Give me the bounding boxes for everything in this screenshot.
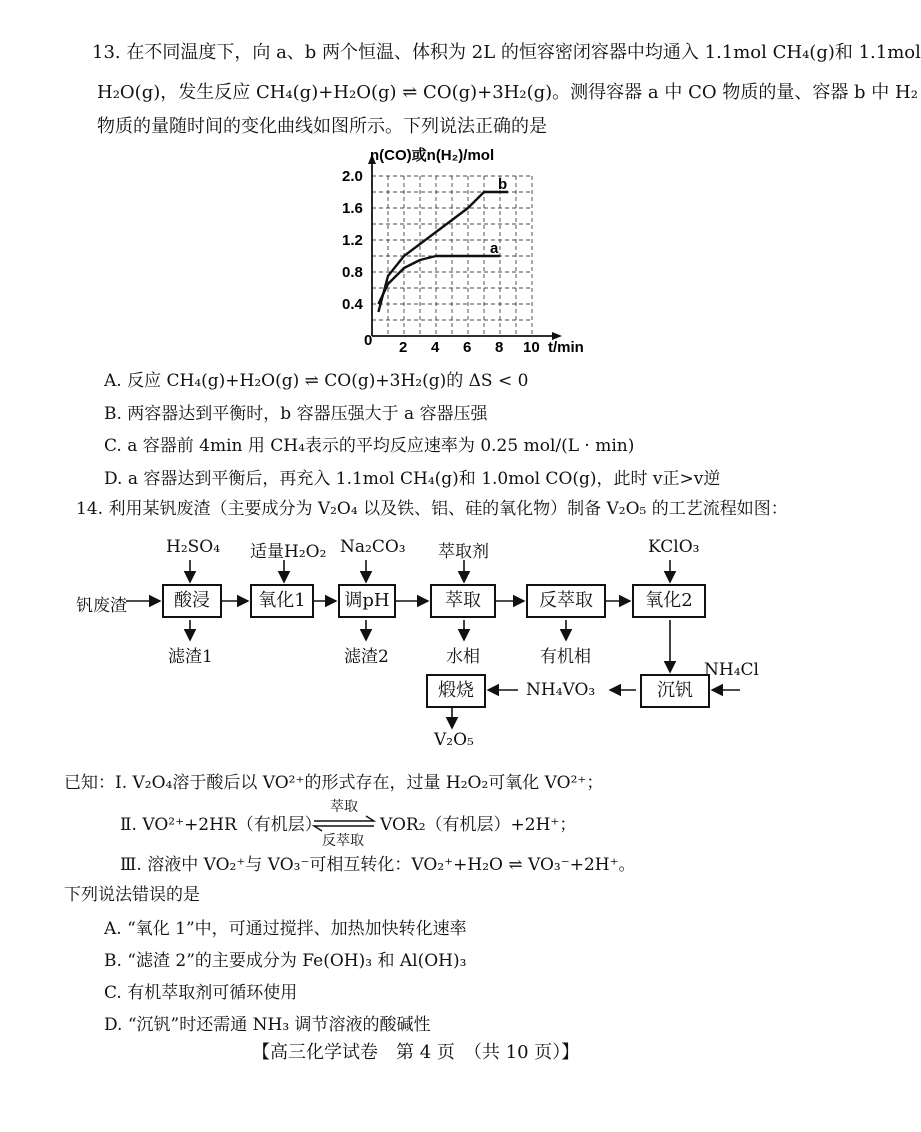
series-label-a: a [490,240,499,257]
q14-option-a: A. “氧化 1”中，可通过搅拌、加热加快转化速率 [104,919,467,939]
x-tick-label: 10 [523,339,540,356]
q13-line2: H₂O(g)，发生反应 CH₄(g)+H₂O(g) ⇌ CO(g)+3H₂(g)。测得容器 a 中 CO 物质的量、容器 b 中 H₂ [97,82,918,103]
y-tick-label: 2.0 [342,168,363,185]
chart-x-label: t/min [548,339,584,356]
x-tick-label: 2 [399,339,408,356]
reagent-h2so4: H₂SO₄ [166,537,221,557]
chart-y-label: n(CO)或n(H₂)/mol [370,147,495,164]
flow-step-adjust-ph: 调pH [338,584,396,618]
known-2-bottom: 反萃取 [322,833,364,849]
flow-step-oxidation1: 氧化1 [250,584,314,618]
output-aqueous: 水相 [446,647,480,667]
flow-step-acid-leach: 酸浸 [162,584,222,618]
y-tick-label: 0.4 [342,296,363,313]
q13-option-b: B. 两容器达到平衡时，b 容器压强大于 a 容器压强 [104,404,488,424]
q14-option-c: C. 有机萃取剂可循环使用 [104,983,298,1003]
x-tick-label: 4 [431,339,440,356]
x-tick-label: 6 [463,339,472,356]
q14-option-b: B. “滤渣 2”的主要成分为 Fe(OH)₃ 和 Al(OH)₃ [104,951,467,971]
y-tick-label: 1.6 [342,200,363,217]
y-tick-label: 1.2 [342,232,363,249]
flow-step-back-extraction: 反萃取 [526,584,606,618]
product-v2o5: V₂O₅ [434,730,474,750]
q14-option-d: D. “沉钒”时还需通 NH₃ 调节溶液的酸碱性 [104,1015,431,1035]
flow-step-precipitation: 沉钒 [640,674,710,708]
reagent-extractant: 萃取剂 [438,542,489,562]
known-3: Ⅲ. 溶液中 VO₂⁺与 VO₃⁻可相互转化：VO₂⁺+H₂O ⇌ VO₃⁻+2H⁺。 [120,855,636,875]
flow-start: 钒废渣 [76,596,127,616]
known-1: 已知：Ⅰ. V₂O₄溶于酸后以 VO²⁺的形式存在，过量 H₂O₂可氧化 VO²⁺； [64,773,604,793]
q14-title: 14. 利用某钒废渣（主要成分为 V₂O₄ 以及铁、铝、硅的氧化物）制备 V₂O₅ 的工艺流程如图： [76,499,788,519]
q13-option-a: A. 反应 CH₄(g)+H₂O(g) ⇌ CO(g)+3H₂(g)的 ΔS < 0 [104,371,529,391]
reagent-kclo3: KClO₃ [648,537,700,557]
intermediate-nh4vo3: NH₄VO₃ [526,680,596,700]
known-2-top: 萃取 [330,799,358,815]
reagent-h2o2: 适量H₂O₂ [250,542,327,562]
x-tick-label: 8 [495,339,504,356]
series-label-b: b [498,176,508,193]
q13-option-d: D. a 容器达到平衡后，再充入 1.1mol CH₄(g)和 1.0mol CO(g)，此时 v正>v逆 [104,469,721,489]
y-tick-label: 0.8 [342,264,363,281]
q13-line1: 13. 在不同温度下，向 a、b 两个恒温、体积为 2L 的恒容密闭容器中均通入 1.1mol CH₄(g)和 1.1mol [92,42,921,63]
reagent-na2co3: Na₂CO₃ [340,537,406,557]
known-2-left: Ⅱ. VO²⁺+2HR（有机层） [120,815,322,835]
chart-origin-label: 0 [364,332,373,349]
reagent-nh4cl: NH₄Cl [704,660,759,680]
page-footer: 【高三化学试卷 第 4 页 （共 10 页）】 [252,1042,580,1063]
q13-line3: 物质的量随时间的变化曲线如图所示。下列说法正确的是 [97,116,547,137]
q14-question: 下列说法错误的是 [64,885,200,905]
output-residue1: 滤渣1 [168,647,213,667]
flow-step-extraction: 萃取 [430,584,496,618]
flow-step-calcination: 煅烧 [426,674,486,708]
flow-step-oxidation2: 氧化2 [632,584,706,618]
output-residue2: 滤渣2 [344,647,389,667]
known-2-right: VOR₂（有机层）+2H⁺； [380,815,577,835]
q13-option-c: C. a 容器前 4min 用 CH₄表示的平均反应速率为 0.25 mol/(L · min) [104,436,635,456]
output-organic: 有机相 [540,647,591,667]
